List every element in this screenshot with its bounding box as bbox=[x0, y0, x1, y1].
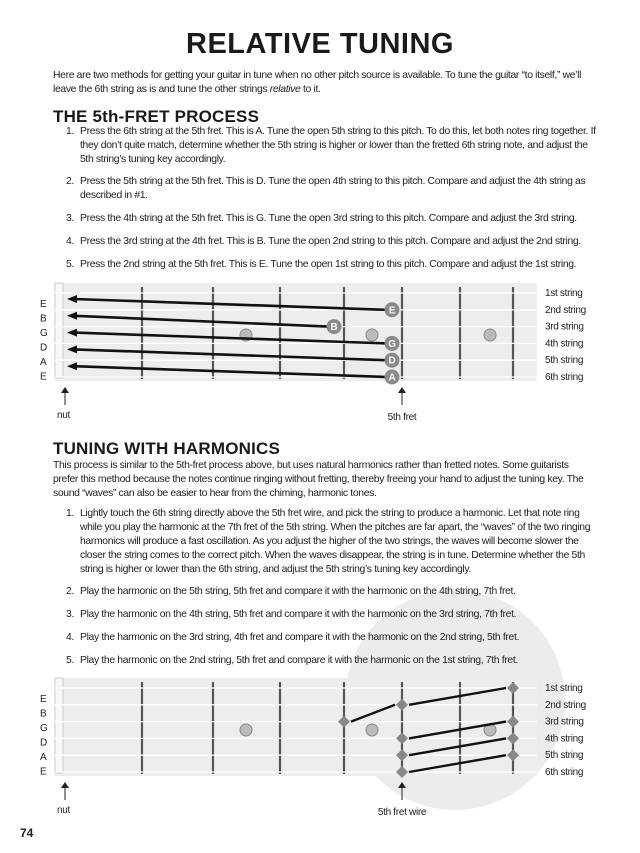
string-label: 6th string bbox=[545, 767, 584, 778]
step-text: Play the harmonic on the 2nd string, 5th fret and compare it with the harmonic on the 1st string, 7th fret. bbox=[80, 655, 518, 666]
string-label: 2nd string bbox=[545, 699, 586, 711]
open-note-label: B bbox=[40, 313, 47, 325]
page-number: 74 bbox=[20, 826, 34, 840]
step-number: 3. bbox=[66, 213, 74, 224]
page-title: RELATIVE TUNING bbox=[186, 28, 454, 60]
step-number: 4. bbox=[66, 236, 74, 247]
string-label: 4th string bbox=[545, 733, 584, 745]
fret-label: 5th fret wire bbox=[377, 807, 427, 818]
note-marker-label: A bbox=[388, 372, 396, 384]
harmonics-intro: This process is similar to the 5th-fret process above, but uses natural harmonics rather than fretted notes. Some guitarists prefer this method because the notes continue ringing without fretting, thereby freeing your hand to adjust the tuning key. The sound “waves” can also be easier to hear from the chiming, harmonic tones. bbox=[53, 460, 584, 499]
step-number: 1. bbox=[66, 508, 74, 519]
step-text: Play the harmonic on the 4th string, 5th fret and compare it with the harmonic on the 3rd string, 7th fret. bbox=[80, 609, 517, 620]
nut-label: nut bbox=[57, 805, 71, 816]
open-note-label: E bbox=[40, 299, 47, 310]
fretboard-diagram-harmonics bbox=[40, 678, 586, 818]
arrow-head-icon bbox=[61, 782, 69, 788]
fretboard bbox=[55, 283, 537, 381]
open-note-label: D bbox=[40, 737, 47, 749]
note-marker-label: B bbox=[330, 322, 338, 334]
section-heading-5th-fret: THE 5th-FRET PROCESS bbox=[53, 107, 260, 126]
fret-inlay-dot bbox=[240, 724, 252, 736]
nut bbox=[55, 283, 63, 378]
fret-label: 5th fret bbox=[387, 412, 417, 423]
open-note-label: E bbox=[40, 694, 47, 705]
step-number: 2. bbox=[66, 176, 74, 187]
open-note-label: E bbox=[40, 766, 47, 778]
string-label: 2nd string bbox=[545, 304, 586, 316]
step-text: Play the harmonic on the 5th string, 5th fret and compare it with the harmonic on the 4th string, 7th fret. bbox=[80, 586, 516, 597]
string-label: 1st string bbox=[545, 288, 583, 299]
note-marker-label: E bbox=[388, 305, 396, 317]
open-note-label: G bbox=[40, 328, 48, 339]
fretboard-diagram-5th-fret bbox=[40, 283, 586, 423]
step-number: 4. bbox=[66, 632, 74, 643]
step-number: 2. bbox=[66, 586, 74, 597]
nut-label: nut bbox=[57, 410, 71, 421]
string-label: 1st string bbox=[545, 683, 583, 694]
step-text: Press the 4th string at the 5th fret. This is G. Tune the open 3rd string to this pitch. Compare and adjust the 3rd string. bbox=[80, 213, 577, 224]
fret-inlay-dot bbox=[366, 724, 378, 736]
fret-inlay-dot bbox=[484, 329, 496, 341]
step-text: Press the 3rd string at the 4th fret. This is B. Tune the open 2nd string to this pitch. Compare and adjust the 2nd string. bbox=[80, 236, 581, 247]
step-number: 5. bbox=[66, 259, 74, 270]
arrow-head-icon bbox=[398, 387, 406, 393]
string-label: 3rd string bbox=[545, 716, 584, 728]
string-label: 5th string bbox=[545, 355, 584, 367]
arrow-head-icon bbox=[61, 387, 69, 393]
step-text: Lightly touch the 6th string directly above the 5th fret wire, and pick the string to produce a harmonic. Let that note ring while you play the harmonic at the 7th fret of the 5th string. When the pitches are far apart, the “waves” of the two ringing harmonics will produce a fast oscillation. As you adjust the higher of the two strings, the waves will become slower the closer the string comes to the correct pitch. When the waves disappear, the string is in tune. Determine whether the 5th string is higher or lower than the 6th string, and adjust the 5th string’s tuning key accordingly. bbox=[80, 508, 591, 575]
open-note-label: G bbox=[40, 723, 48, 734]
string-label: 6th string bbox=[545, 372, 584, 383]
step-text: Press the 6th string at the 5th fret. This is A. Tune the open 5th string to this pitch. To do this, let both notes ring together. If they don’t quite match, determine whether the 5th string is higher or lower than the fretted 6th string note, and adjust the 5th string’s tuning key accordingly. bbox=[80, 126, 596, 165]
step-number: 3. bbox=[66, 609, 74, 620]
string-label: 5th string bbox=[545, 750, 584, 762]
open-note-label: E bbox=[40, 371, 47, 383]
intro-italic: relative bbox=[269, 84, 301, 95]
step-text: Play the harmonic on the 3rd string, 4th fret and compare it with the harmonic on the 2nd string, 5th fret. bbox=[80, 632, 520, 643]
step-number: 1. bbox=[66, 126, 74, 137]
note-marker-label: D bbox=[388, 355, 396, 367]
string-label: 4th string bbox=[545, 338, 584, 350]
string-label: 3rd string bbox=[545, 321, 584, 333]
intro-text: Here are two methods for getting your guitar in tune when no other pitch source is available. To tune the guitar “to itself,” we’ll leave the 6th string as is and tune the other strings bbox=[53, 70, 582, 95]
open-note-label: D bbox=[40, 342, 47, 354]
step-number: 5. bbox=[66, 655, 74, 666]
open-note-label: B bbox=[40, 708, 47, 720]
note-marker-label: G bbox=[388, 338, 396, 350]
nut bbox=[55, 678, 63, 773]
open-note-label: A bbox=[40, 357, 47, 368]
arrow-head-icon bbox=[398, 782, 406, 788]
step-text: Press the 5th string at the 5th fret. This is D. Tune the open 4th string to this pitch. Compare and adjust the 4th string as described in #1. bbox=[80, 176, 586, 201]
open-note-label: A bbox=[40, 752, 47, 763]
fret-inlay-dot bbox=[366, 329, 378, 341]
section-heading-harmonics: TUNING WITH HARMONICS bbox=[53, 439, 281, 458]
intro-text-end: to it. bbox=[300, 84, 321, 95]
step-text: Press the 2nd string at the 5th fret. This is E. Tune the open 1st string to this pitch. Compare and adjust the 1st string. bbox=[80, 259, 577, 270]
